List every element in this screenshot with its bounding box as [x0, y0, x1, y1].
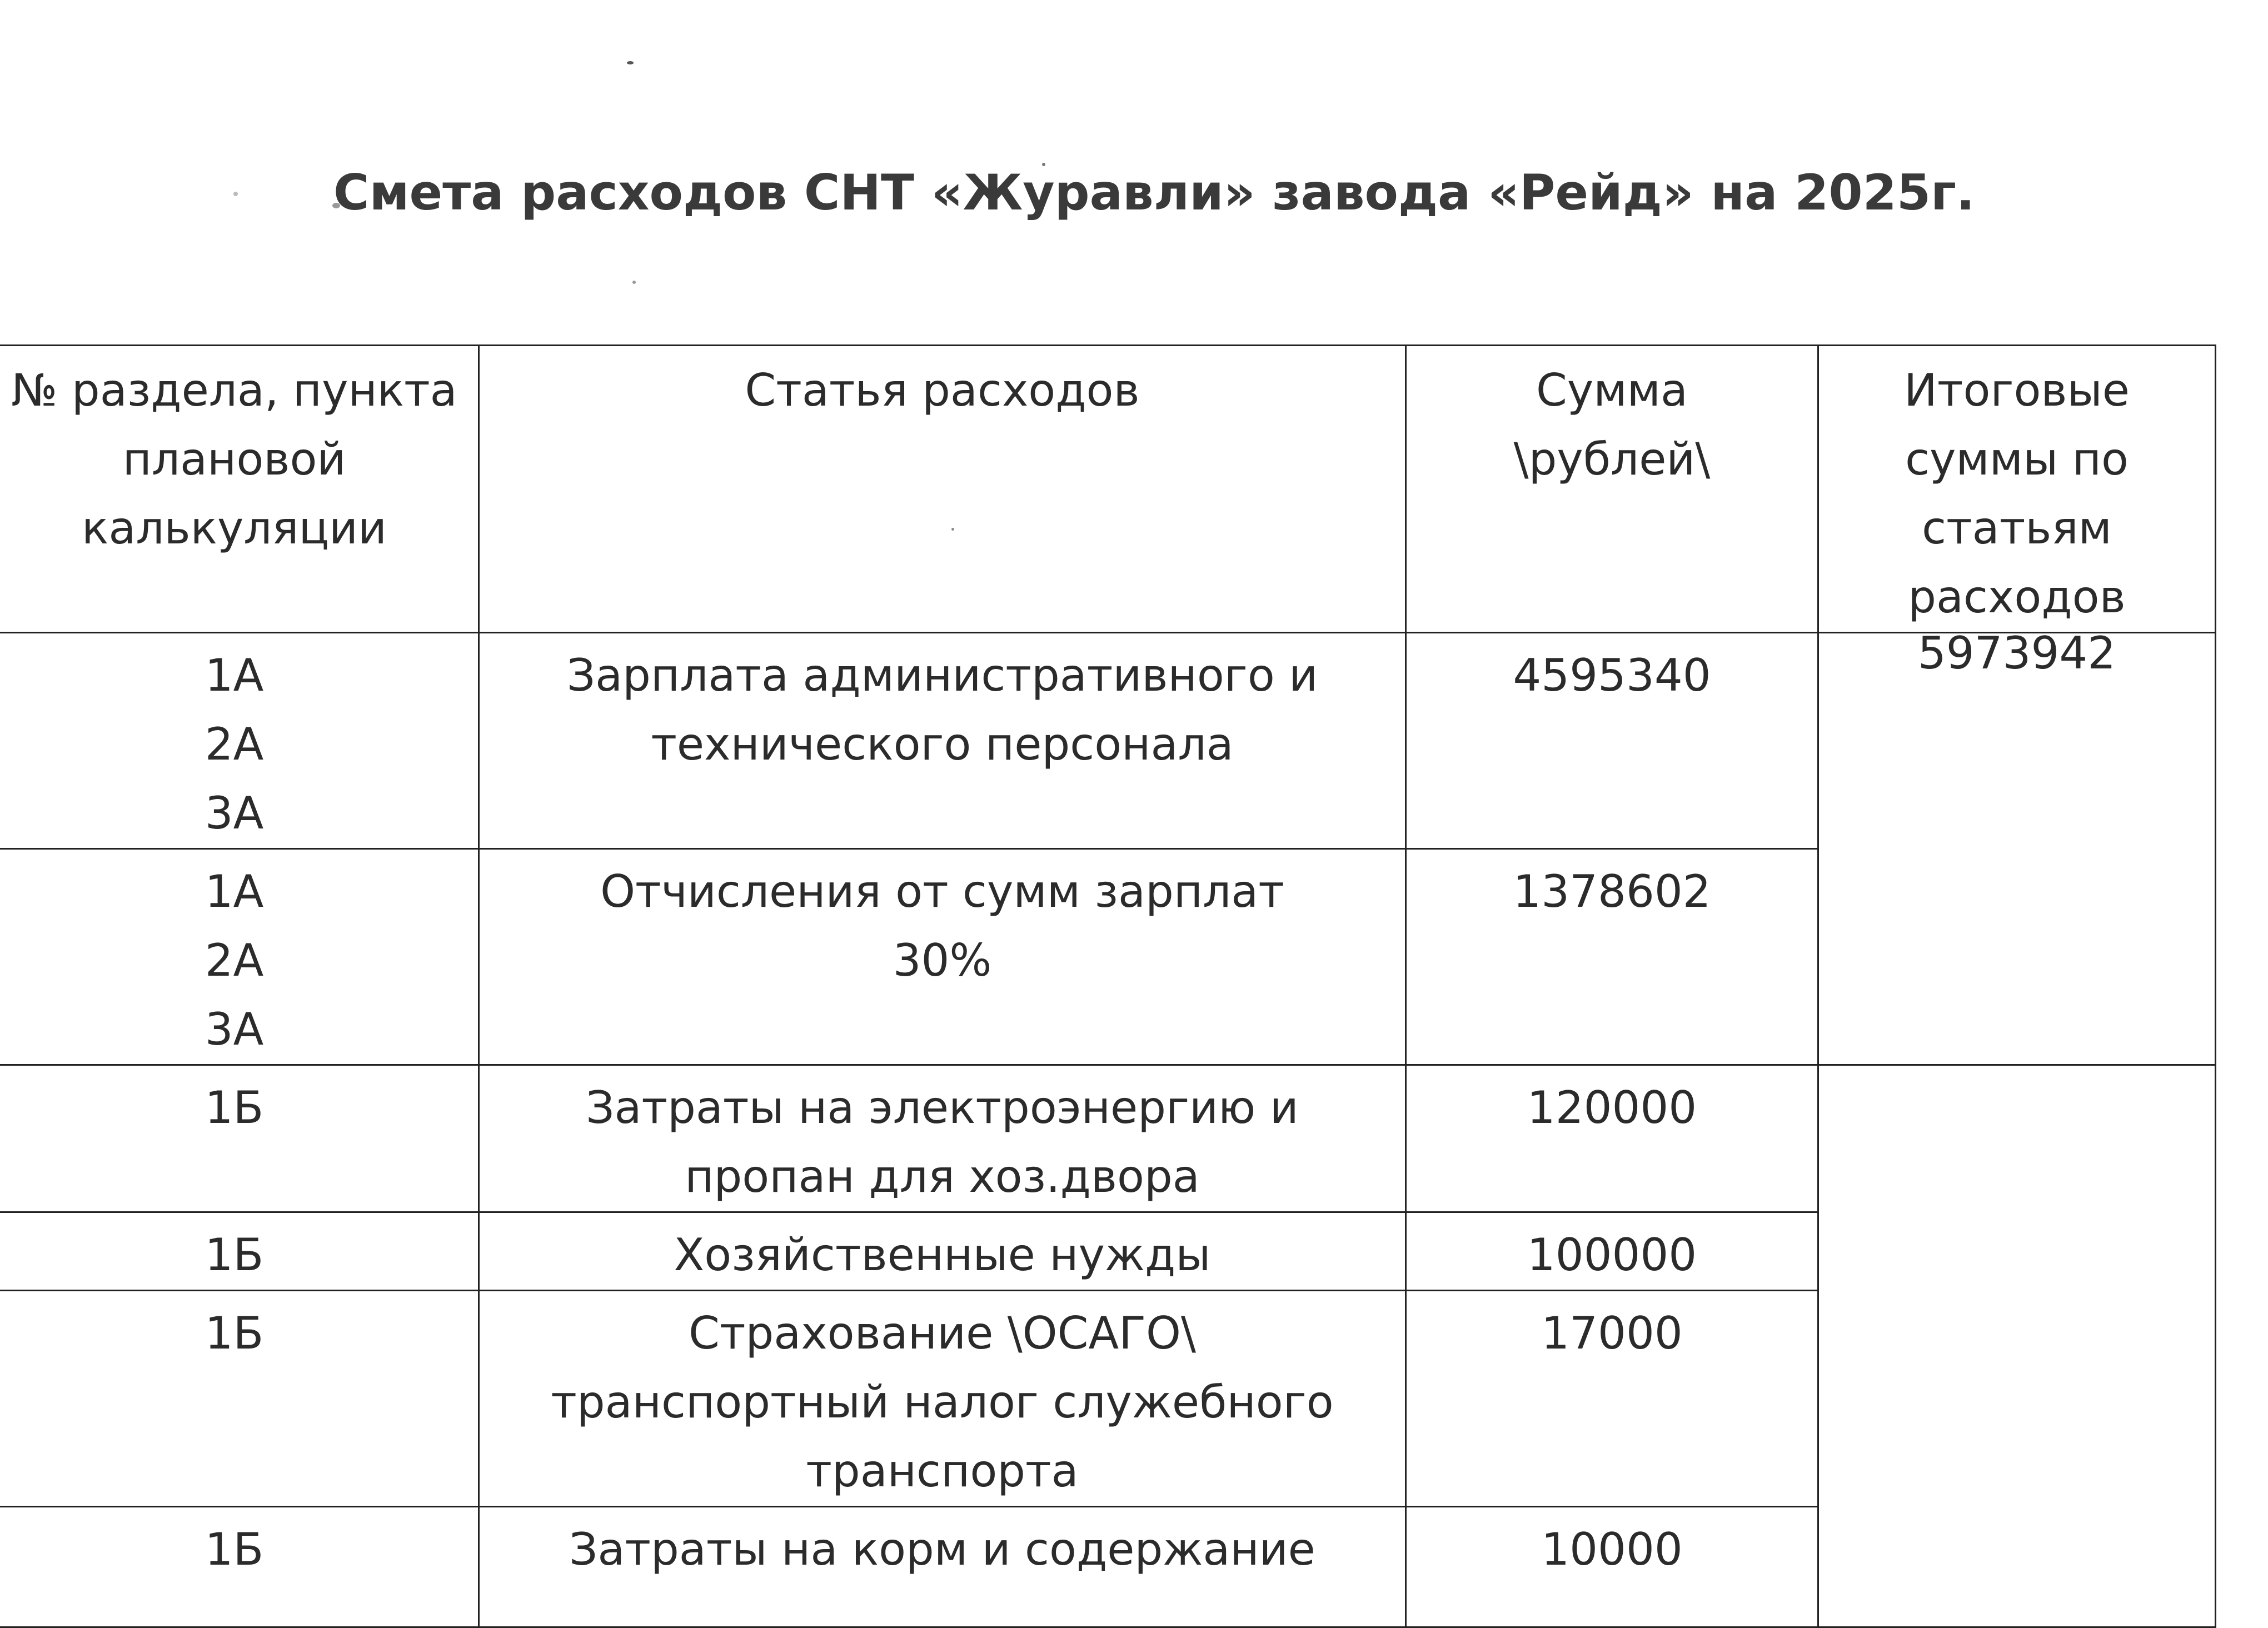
section-number-cell: 1Б [0, 1507, 479, 1627]
table-row [0, 633, 2216, 849]
document-title: Смета расходов СНТ «Журавли» завода «Рейд» на 2025г. [333, 164, 1975, 221]
table-header-row [0, 346, 2216, 633]
expense-item-cell: Страхование \ОСАГО\ транспортный налог служебного транспорта [479, 1291, 1406, 1507]
header-expense-item: Статья расходов [479, 346, 1406, 633]
section-number-cell: 1Б [0, 1212, 479, 1291]
amount-cell: 10000 [1406, 1507, 1818, 1627]
header-total-by-item: Итоговые суммы по статьям расходов [1818, 346, 2216, 633]
scan-speck [233, 192, 238, 196]
expense-item-cell: Хозяйственные нужды [479, 1212, 1406, 1291]
section-number-cell: 1Б [0, 1065, 479, 1212]
table-row [0, 1065, 2216, 1212]
amount-cell: 4595340 [1406, 633, 1818, 849]
amount-cell: 120000 [1406, 1065, 1818, 1212]
header-amount: Сумма \рублей\ [1406, 346, 1818, 633]
expense-item-cell: Затраты на электроэнергию и пропан для хоз.двора [479, 1065, 1406, 1212]
expense-item-cell: Затраты на корм и содержание [479, 1507, 1406, 1627]
section-number-cell: 1Б [0, 1291, 479, 1507]
expense-item-cell: Отчисления от сумм зарплат 30% [479, 849, 1406, 1065]
scan-speck [632, 281, 636, 284]
group-total-cell-empty [1818, 1065, 2216, 1627]
amount-cell: 17000 [1406, 1291, 1818, 1507]
expense-estimate-table [0, 344, 2216, 1628]
amount-cell: 100000 [1406, 1212, 1818, 1291]
scan-speck [627, 61, 634, 64]
expense-item-cell: Зарплата административного и технического персонала [479, 633, 1406, 849]
amount-cell: 1378602 [1406, 849, 1818, 1065]
header-section-number: № раздела, пункта плановой калькуляции [0, 346, 479, 633]
section-number-cell: 1А 2А 3А [0, 849, 479, 1065]
section-number-cell: 1А 2А 3А [0, 633, 479, 849]
group-total-value: 5973942 [1917, 632, 2116, 679]
group-total-cell [1818, 633, 2216, 1065]
